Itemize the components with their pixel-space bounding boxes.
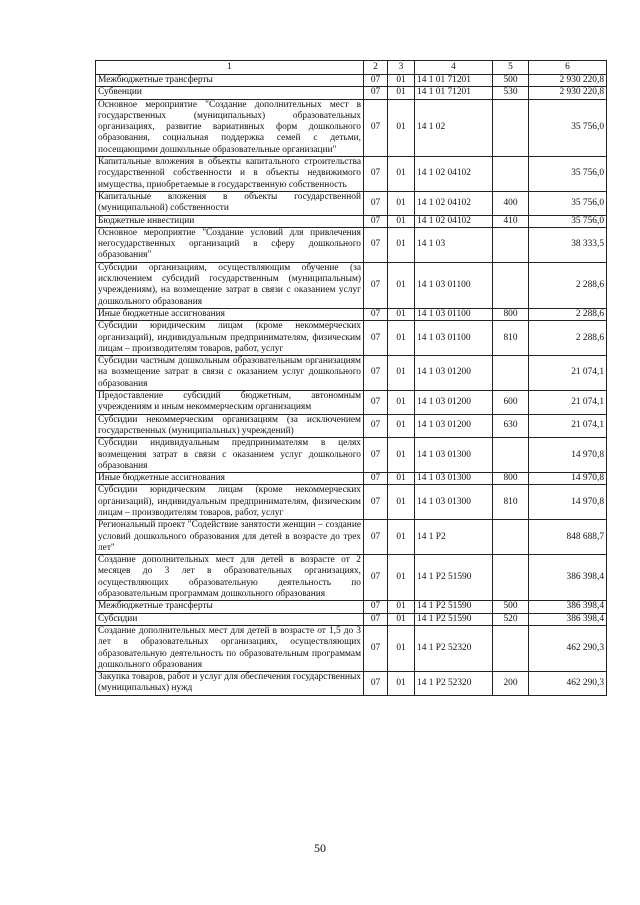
table-row (96, 601, 607, 613)
cell-c5: 810 (493, 485, 529, 520)
cell-c5: 800 (493, 308, 529, 320)
cell-c4: 14 1 03 (415, 227, 493, 262)
cell-c4: 14 1 03 01300 (415, 485, 493, 520)
cell-c3: 01 (388, 75, 415, 87)
cell-c6: 2 930 220,8 (529, 75, 607, 87)
cell-c5 (493, 555, 529, 601)
cell-c5: 520 (493, 613, 529, 625)
table-row (96, 75, 607, 87)
cell-name: Бюджетные инвестиции (96, 215, 364, 227)
cell-c5: 800 (493, 473, 529, 485)
table-row (96, 672, 607, 696)
cell-c5 (493, 99, 529, 156)
cell-c6: 35 756,0 (529, 99, 607, 156)
cell-c6: 14 970,8 (529, 473, 607, 485)
cell-c5: 810 (493, 321, 529, 356)
cell-c5 (493, 520, 529, 555)
cell-c4: 14 1 03 01100 (415, 321, 493, 356)
header-cell: 3 (388, 61, 415, 75)
cell-c6: 38 333,5 (529, 227, 607, 262)
table-row (96, 485, 607, 520)
header-cell: 6 (529, 61, 607, 75)
cell-c2: 07 (364, 520, 388, 555)
cell-c5 (493, 356, 529, 391)
cell-c3: 01 (388, 321, 415, 356)
cell-c6: 35 756,0 (529, 157, 607, 192)
cell-c3: 01 (388, 157, 415, 192)
cell-c6: 35 756,0 (529, 191, 607, 215)
cell-name: Субсидии организациям, осуществляющим обучение (за исключением субсидий государственным (муниципальным) учреждениям), на возмещение затрат в связи с оказанием услуг дошкольного образования (96, 262, 364, 308)
cell-c4: 14 1 03 01100 (415, 308, 493, 320)
cell-c3: 01 (388, 520, 415, 555)
cell-c3: 01 (388, 87, 415, 99)
cell-name: Основное мероприятие "Создание дополнительных мест в государственных (муниципальных) образовательных организациях, развитие вариативных форм дошкольного образования, социальная поддержка семей с детьми, посещающими дошкольные образовательные организации" (96, 99, 364, 156)
cell-c4: 14 1 01 71201 (415, 87, 493, 99)
cell-name: Субсидии юридическим лицам (кроме некоммерческих организаций), индивидуальным предпринимателям, физическим лицам – производителям товаров, работ, услуг (96, 485, 364, 520)
cell-name: Капитальные вложения в объекты государственной (муниципальной) собственности (96, 191, 364, 215)
cell-c2: 07 (364, 99, 388, 156)
cell-c5 (493, 262, 529, 308)
cell-name: Субсидии (96, 613, 364, 625)
cell-c3: 01 (388, 601, 415, 613)
cell-c5: 500 (493, 75, 529, 87)
cell-c3: 01 (388, 613, 415, 625)
cell-c4: 14 1 P2 (415, 520, 493, 555)
cell-c6: 14 970,8 (529, 438, 607, 473)
cell-c3: 01 (388, 262, 415, 308)
cell-c3: 01 (388, 555, 415, 601)
cell-c4: 14 1 03 01200 (415, 356, 493, 391)
cell-c2: 07 (364, 191, 388, 215)
cell-c6: 21 074,1 (529, 414, 607, 438)
cell-c4: 14 1 02 04102 (415, 157, 493, 192)
table-row (96, 625, 607, 671)
cell-c3: 01 (388, 438, 415, 473)
cell-c2: 07 (364, 308, 388, 320)
cell-c6: 21 074,1 (529, 356, 607, 391)
cell-c2: 07 (364, 262, 388, 308)
cell-c3: 01 (388, 625, 415, 671)
cell-c2: 07 (364, 555, 388, 601)
table-row (96, 191, 607, 215)
cell-c5: 400 (493, 191, 529, 215)
cell-c4: 14 1 03 01200 (415, 391, 493, 415)
cell-name: Капитальные вложения в объекты капитального строительства государственной собственности и в объекты недвижимого имущества, приобретаемые в государственную собственность (96, 157, 364, 192)
table-row (96, 308, 607, 320)
cell-c4: 14 1 02 04102 (415, 191, 493, 215)
table-row (96, 520, 607, 555)
cell-c6: 14 970,8 (529, 485, 607, 520)
cell-name: Иные бюджетные ассигнования (96, 473, 364, 485)
cell-name: Предоставление субсидий бюджетным, автономным учреждениям и иным некоммерческим организациям (96, 391, 364, 415)
cell-c4: 14 1 02 (415, 99, 493, 156)
cell-name: Субсидии частным дошкольным образовательным организациям на возмещение затрат в связи с оказанием услуг дошкольного образования (96, 356, 364, 391)
cell-c6: 35 756,0 (529, 215, 607, 227)
cell-c6: 2 288,6 (529, 262, 607, 308)
header-cell: 2 (364, 61, 388, 75)
cell-name: Субвенции (96, 87, 364, 99)
cell-name: Создание дополнительных мест для детей в возрасте от 2 месяцев до 3 лет в образовательных организациях, осуществляющих образовательную деятельность по образовательным программам дошкольного образования (96, 555, 364, 601)
cell-c2: 07 (364, 227, 388, 262)
table-body (96, 61, 607, 696)
cell-c4: 14 1 02 04102 (415, 215, 493, 227)
budget-table (95, 60, 607, 696)
cell-c6: 848 688,7 (529, 520, 607, 555)
cell-c4: 14 1 P2 51590 (415, 601, 493, 613)
cell-c3: 01 (388, 473, 415, 485)
cell-c2: 07 (364, 625, 388, 671)
cell-c6: 462 290,3 (529, 625, 607, 671)
cell-c3: 01 (388, 308, 415, 320)
cell-c2: 07 (364, 438, 388, 473)
cell-c5: 410 (493, 215, 529, 227)
cell-c3: 01 (388, 414, 415, 438)
table-row (96, 438, 607, 473)
cell-c4: 14 1 03 01200 (415, 414, 493, 438)
cell-c2: 07 (364, 321, 388, 356)
cell-c2: 07 (364, 391, 388, 415)
cell-c3: 01 (388, 227, 415, 262)
table-row (96, 555, 607, 601)
cell-c3: 01 (388, 191, 415, 215)
cell-c6: 386 398,4 (529, 601, 607, 613)
cell-name: Межбюджетные трансферты (96, 601, 364, 613)
table-row (96, 157, 607, 192)
cell-c2: 07 (364, 356, 388, 391)
cell-c5 (493, 227, 529, 262)
cell-name: Субсидии юридическим лицам (кроме некоммерческих организаций), индивидуальным предпринимателям, физическим лицам – производителям товаров, работ, услуг (96, 321, 364, 356)
cell-c4: 14 1 03 01100 (415, 262, 493, 308)
cell-c5 (493, 625, 529, 671)
cell-c2: 07 (364, 473, 388, 485)
cell-c2: 07 (364, 601, 388, 613)
table-row (96, 414, 607, 438)
table-row (96, 321, 607, 356)
cell-c3: 01 (388, 356, 415, 391)
cell-c2: 07 (364, 215, 388, 227)
cell-c4: 14 1 03 01300 (415, 473, 493, 485)
cell-c2: 07 (364, 157, 388, 192)
header-cell: 5 (493, 61, 529, 75)
cell-name: Основное мероприятие "Создание условий для привлечения негосударственных организаций в сферу дошкольного образования" (96, 227, 364, 262)
cell-name: Создание дополнительных мест для детей в возрасте от 1,5 до 3 лет в образовательных организациях, осуществляющих образовательную деятельность по образовательным программам дошкольного образования (96, 625, 364, 671)
cell-c4: 14 1 P2 51590 (415, 555, 493, 601)
cell-c3: 01 (388, 215, 415, 227)
cell-c4: 14 1 P2 51590 (415, 613, 493, 625)
cell-c6: 462 290,3 (529, 672, 607, 696)
cell-c2: 07 (364, 75, 388, 87)
table-row (96, 215, 607, 227)
table-row (96, 613, 607, 625)
cell-c4: 14 1 P2 52320 (415, 625, 493, 671)
table-row (96, 391, 607, 415)
cell-name: Иные бюджетные ассигнования (96, 308, 364, 320)
cell-c5: 530 (493, 87, 529, 99)
table-row (96, 87, 607, 99)
cell-name: Региональный проект "Содействие занятости женщин – создание условий дошкольного образования для детей в возрасте до трех лет" (96, 520, 364, 555)
cell-name: Субсидии некоммерческим организациям (за исключением государственных (муниципальных) учреждений) (96, 414, 364, 438)
cell-name: Закупка товаров, работ и услуг для обеспечения государственных (муниципальных) нужд (96, 672, 364, 696)
cell-name: Межбюджетные трансферты (96, 75, 364, 87)
cell-c5: 630 (493, 414, 529, 438)
cell-c4: 14 1 01 71201 (415, 75, 493, 87)
table-header-row (96, 61, 607, 75)
cell-c4: 14 1 P2 52320 (415, 672, 493, 696)
cell-c5: 200 (493, 672, 529, 696)
header-cell: 4 (415, 61, 493, 75)
cell-c3: 01 (388, 672, 415, 696)
page-number: 50 (314, 841, 326, 855)
cell-c3: 01 (388, 391, 415, 415)
cell-name: Субсидии индивидуальным предпринимателям в целях возмещения затрат в связи с оказанием услуг дошкольного образования (96, 438, 364, 473)
cell-c5: 600 (493, 391, 529, 415)
table-row (96, 356, 607, 391)
cell-c2: 07 (364, 672, 388, 696)
cell-c5: 500 (493, 601, 529, 613)
cell-c2: 07 (364, 485, 388, 520)
cell-c3: 01 (388, 99, 415, 156)
cell-c6: 2 288,6 (529, 308, 607, 320)
cell-c4: 14 1 03 01300 (415, 438, 493, 473)
cell-c6: 386 398,4 (529, 555, 607, 601)
table-row (96, 99, 607, 156)
cell-c2: 07 (364, 414, 388, 438)
cell-c6: 386 398,4 (529, 613, 607, 625)
cell-c2: 07 (364, 613, 388, 625)
header-cell: 1 (96, 61, 364, 75)
cell-c2: 07 (364, 87, 388, 99)
table-row (96, 262, 607, 308)
cell-c6: 21 074,1 (529, 391, 607, 415)
cell-c6: 2 288,6 (529, 321, 607, 356)
cell-c3: 01 (388, 485, 415, 520)
cell-c5 (493, 438, 529, 473)
cell-c6: 2 930 220,8 (529, 87, 607, 99)
table-row (96, 227, 607, 262)
table-row (96, 473, 607, 485)
cell-c5 (493, 157, 529, 192)
